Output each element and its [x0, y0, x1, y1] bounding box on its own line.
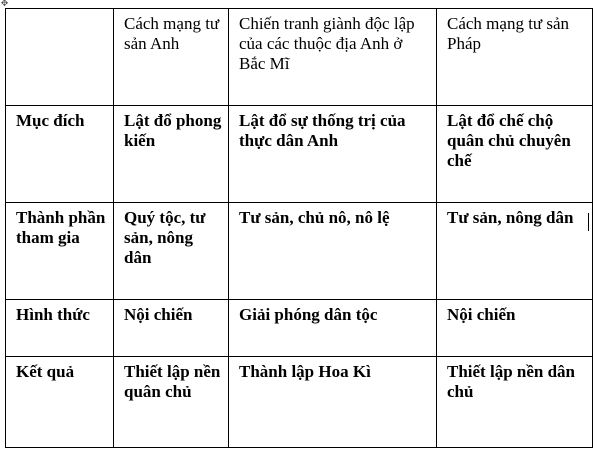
table-row-form	[6, 300, 593, 357]
table-cell[interactable]: Nội chiến	[114, 300, 229, 357]
table-header-row	[6, 9, 593, 106]
table-cell[interactable]: Nội chiến	[437, 300, 593, 357]
table-cell[interactable]: Lật đổ chế chộ quân chủ chuyên chế	[437, 106, 593, 203]
header-cell-empty[interactable]	[6, 9, 114, 106]
table-cell[interactable]: Tư sản, chủ nô, nô lệ	[229, 203, 437, 300]
header-cell-american-independence-war[interactable]: Chiến tranh giành độc lập của các thuộc địa Anh ở Bắc Mĩ	[229, 9, 437, 106]
header-cell-french-revolution[interactable]: Cách mạng tư sản Pháp	[437, 9, 593, 106]
header-cell-english-revolution[interactable]: Cách mạng tư sản Anh	[114, 9, 229, 106]
table-cell[interactable]: Lật đổ phong kiến	[114, 106, 229, 203]
table-cell[interactable]: Quý tộc, tư sản, nông dân	[114, 203, 229, 300]
table-cell[interactable]: Thiết lập nền quân chủ	[114, 357, 229, 448]
comparison-table	[5, 8, 593, 448]
table-row-result	[6, 357, 593, 448]
table-cell[interactable]: Thành lập Hoa Kì	[229, 357, 437, 448]
table-row-participants	[6, 203, 593, 300]
row-label-form[interactable]: Hình thức	[6, 300, 114, 357]
table-cell[interactable]: Thiết lập nền dân chủ	[437, 357, 593, 448]
table-cell[interactable]: Tư sản, nông dân	[437, 203, 593, 300]
row-label-purpose[interactable]: Mục đích	[6, 106, 114, 203]
table-move-handle-icon[interactable]: ✥	[0, 0, 9, 9]
row-label-result[interactable]: Kết quả	[6, 357, 114, 448]
table-row-purpose	[6, 106, 593, 203]
table-cell[interactable]: Giải phóng dân tộc	[229, 300, 437, 357]
text-cursor	[588, 213, 589, 231]
table-cell[interactable]: Lật đổ sự thống trị của thực dân Anh	[229, 106, 437, 203]
row-label-participants[interactable]: Thành phần tham gia	[6, 203, 114, 300]
